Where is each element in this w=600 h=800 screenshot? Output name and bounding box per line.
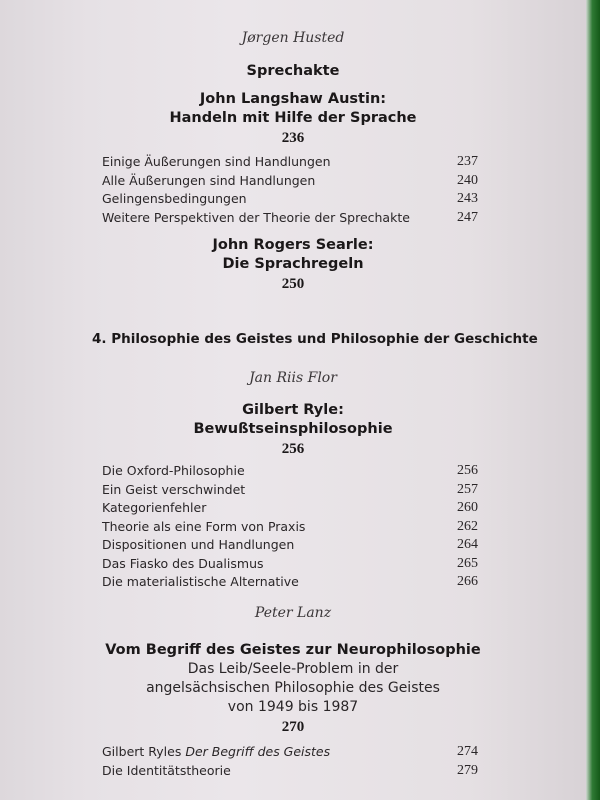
essay-title-searle-line2: Die Sprachregeln bbox=[222, 256, 364, 272]
toc-label: Alle Äußerungen sind Handlungen bbox=[102, 172, 316, 188]
essay-page-austin: 236 bbox=[281, 130, 305, 146]
essay-page-searle: 250 bbox=[281, 276, 305, 292]
toc-page: 243 bbox=[457, 191, 478, 206]
toc-label bbox=[102, 744, 330, 759]
toc-label-book-title: Der Begriff des Geistes bbox=[185, 744, 331, 759]
toc-row bbox=[102, 499, 478, 518]
essay-title-austin-line2: Handeln mit Hilfe der Sprache bbox=[169, 110, 417, 126]
section-heading-4: 4. Philosophie des Geistes und Philosophie der Geschichte bbox=[92, 331, 538, 347]
toc-label: Die materialistische Alternative bbox=[102, 574, 299, 589]
toc-list-ryle bbox=[102, 462, 478, 592]
toc-label: Die Oxford-Philosophie bbox=[102, 463, 245, 478]
toc-label: Theorie als eine Form von Praxis bbox=[102, 518, 306, 534]
toc-row bbox=[102, 573, 478, 592]
toc-row bbox=[102, 172, 478, 191]
essay-title-searle-line1: John Rogers Searle: bbox=[212, 237, 374, 253]
toc-row bbox=[102, 153, 478, 172]
author-flor: Jan Riis Flor bbox=[249, 370, 337, 386]
toc-row bbox=[102, 536, 478, 555]
toc-label: Die Identitätstheorie bbox=[102, 762, 231, 778]
toc-row bbox=[102, 555, 478, 574]
toc-list-lanz bbox=[102, 743, 478, 780]
toc-label: Dispositionen und Handlungen bbox=[102, 537, 295, 552]
toc-row bbox=[102, 190, 478, 209]
toc-page: 264 bbox=[457, 537, 478, 552]
essay-title-lanz: Vom Begriff des Geistes zur Neurophilosophie bbox=[105, 642, 481, 658]
toc-row bbox=[102, 743, 478, 762]
toc-page: 237 bbox=[457, 154, 478, 169]
toc-page: 279 bbox=[457, 762, 478, 778]
toc-page: 266 bbox=[457, 574, 478, 589]
toc-label: Ein Geist verschwindet bbox=[102, 481, 246, 497]
toc-row bbox=[102, 481, 478, 500]
toc-page: 262 bbox=[457, 518, 478, 534]
toc-page: 256 bbox=[457, 463, 478, 478]
toc-label: Weitere Perspektiven der Theorie der Sprechakte bbox=[102, 209, 410, 225]
essay-page-ryle: 256 bbox=[281, 441, 305, 457]
author-husted: Jørgen Husted bbox=[241, 30, 345, 46]
toc-row bbox=[102, 762, 478, 781]
author-lanz: Peter Lanz bbox=[254, 605, 332, 621]
essay-page-lanz: 270 bbox=[281, 719, 305, 735]
essay-title-ryle-line2: Bewußtseinsphilosophie bbox=[193, 421, 393, 437]
essay-title-ryle-line1: Gilbert Ryle: bbox=[242, 402, 344, 418]
toc-page: 274 bbox=[457, 744, 478, 759]
toc-label: Das Fiasko des Dualismus bbox=[102, 555, 264, 571]
toc-page: 257 bbox=[457, 481, 478, 497]
toc-label-prefix: Gilbert Ryles bbox=[102, 744, 186, 759]
essay-subtitle-lanz-line2: angelsächsischen Philosophie des Geistes bbox=[146, 680, 440, 696]
toc-list-austin bbox=[102, 153, 478, 227]
toc-label: Einige Äußerungen sind Handlungen bbox=[102, 154, 331, 169]
toc-row bbox=[102, 209, 478, 228]
toc-row bbox=[102, 462, 478, 481]
essay-subtitle-lanz-line3: von 1949 bis 1987 bbox=[227, 699, 359, 715]
essay-heading-sprechakte: Sprechakte bbox=[246, 63, 340, 79]
toc-label: Gelingensbedingungen bbox=[102, 191, 247, 206]
toc-row bbox=[102, 518, 478, 537]
toc-page: 240 bbox=[457, 172, 478, 188]
toc-page: 260 bbox=[457, 500, 478, 515]
essay-subtitle-lanz-line1: Das Leib/Seele-Problem in der bbox=[187, 661, 399, 677]
toc-label: Kategorienfehler bbox=[102, 500, 207, 515]
toc-page: 265 bbox=[457, 555, 478, 571]
essay-title-austin-line1: John Langshaw Austin: bbox=[199, 91, 387, 107]
toc-page: 247 bbox=[457, 209, 478, 225]
green-background-edge bbox=[586, 0, 600, 800]
